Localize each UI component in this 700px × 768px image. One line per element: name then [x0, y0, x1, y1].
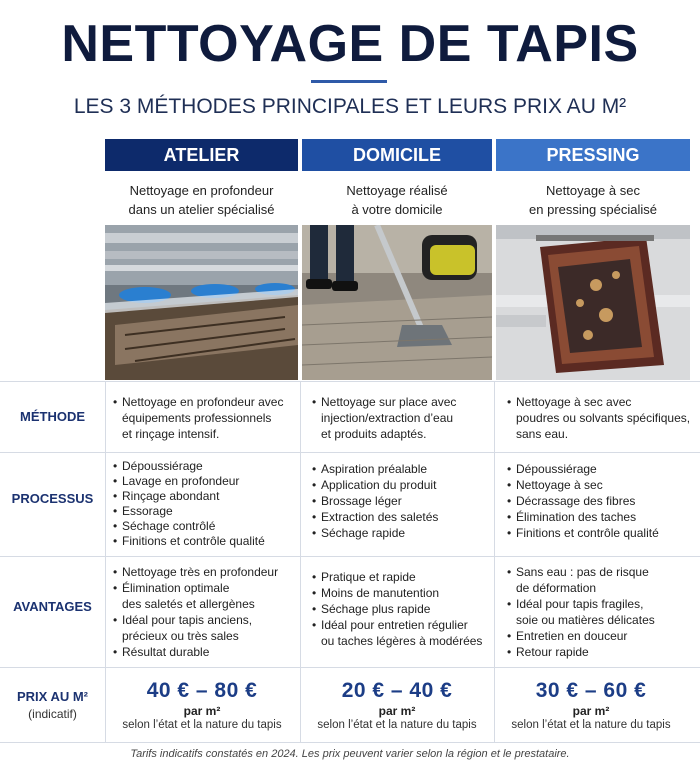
row-label-processus: PROCESSUS	[11, 491, 94, 506]
price-unit: par m²	[572, 704, 610, 718]
price-domicile	[300, 679, 494, 731]
column-desc-domicile: Nettoyage réalisé à votre domicile	[346, 183, 448, 217]
row-label-prix: PRIX AU M² (indicatif)	[16, 689, 89, 721]
avantages-pressing: • Sans eau : pas de risque de déformation • Idéal pour tapis fragiles, soie ou matières délicates • Entretien en douceur • Retour rapide	[507, 564, 692, 660]
footnote: Tarifs indicatifs constatés en 2024. Les prix peuvent varier selon la région et le prestataire.	[130, 748, 570, 760]
processus-atelier: • Dépoussiérage • Lavage en profondeur • Rinçage abondant • Essorage • Séchage contrôlé • Finitions et contrôle qualité	[113, 459, 298, 549]
price-value: 30 € – 60 €	[535, 679, 647, 702]
home-cleaning-image	[302, 225, 492, 380]
table-divider	[0, 742, 700, 743]
pressing-rug-image	[496, 225, 690, 380]
workshop-cleaning-image	[105, 225, 298, 380]
avantages-domicile: • Pratique et rapide • Moins de manutention • Séchage plus rapide • Idéal pour entretien régulier ou taches légères à modérées	[312, 569, 494, 649]
column-header-domicile: DOMICILE	[302, 139, 492, 171]
column-header-atelier: ATELIER	[105, 139, 298, 171]
row-label-avantages: AVANTAGES	[13, 599, 92, 614]
price-pressing	[494, 679, 688, 731]
price-value: 40 € – 80 €	[146, 679, 258, 702]
page-title: NETTOYAGE DE TAPIS	[61, 15, 639, 73]
page-subtitle: LES 3 MÉTHODES PRINCIPALES ET LEURS PRIX AU M²	[73, 95, 627, 118]
price-value: 20 € – 40 €	[341, 679, 453, 702]
price-note: selon l’état et la nature du tapis	[122, 719, 282, 731]
processus-pressing: • Dépoussiérage • Nettoyage à sec • Décrassage des fibres • Élimination des taches • Finitions et contrôle qualité	[507, 461, 692, 541]
price-note: selon l’état et la nature du tapis	[511, 719, 671, 731]
column-header-pressing: PRESSING	[496, 139, 690, 171]
column-desc-pressing: Nettoyage à sec en pressing spécialisé	[529, 183, 657, 217]
column-desc-atelier: Nettoyage en profondeur dans un atelier spécialisé	[128, 183, 275, 217]
price-note: selon l’état et la nature du tapis	[317, 719, 477, 731]
price-atelier	[105, 679, 299, 731]
processus-domicile: • Aspiration préalable • Application du produit • Brossage léger • Extraction des saletés • Séchage rapide	[312, 461, 492, 541]
avantages-atelier: • Nettoyage très en profondeur • Élimination optimale des saletés et allergènes • Idéal pour tapis anciens, précieux ou très sales • Résultat durable	[113, 564, 298, 660]
price-unit: par m²	[183, 704, 221, 718]
methode-domicile: • Nettoyage sur place avec injection/extraction d’eau et produits adaptés.	[312, 394, 492, 442]
methode-pressing: • Nettoyage à sec avec poudres ou solvants spécifiques, sans eau.	[507, 394, 692, 442]
price-unit: par m²	[378, 704, 416, 718]
methode-atelier: • Nettoyage en profondeur avec équipements professionnels et rinçage intensif.	[113, 394, 295, 442]
row-label-methode: MÉTHODE	[20, 409, 85, 424]
title-underline	[311, 80, 387, 83]
